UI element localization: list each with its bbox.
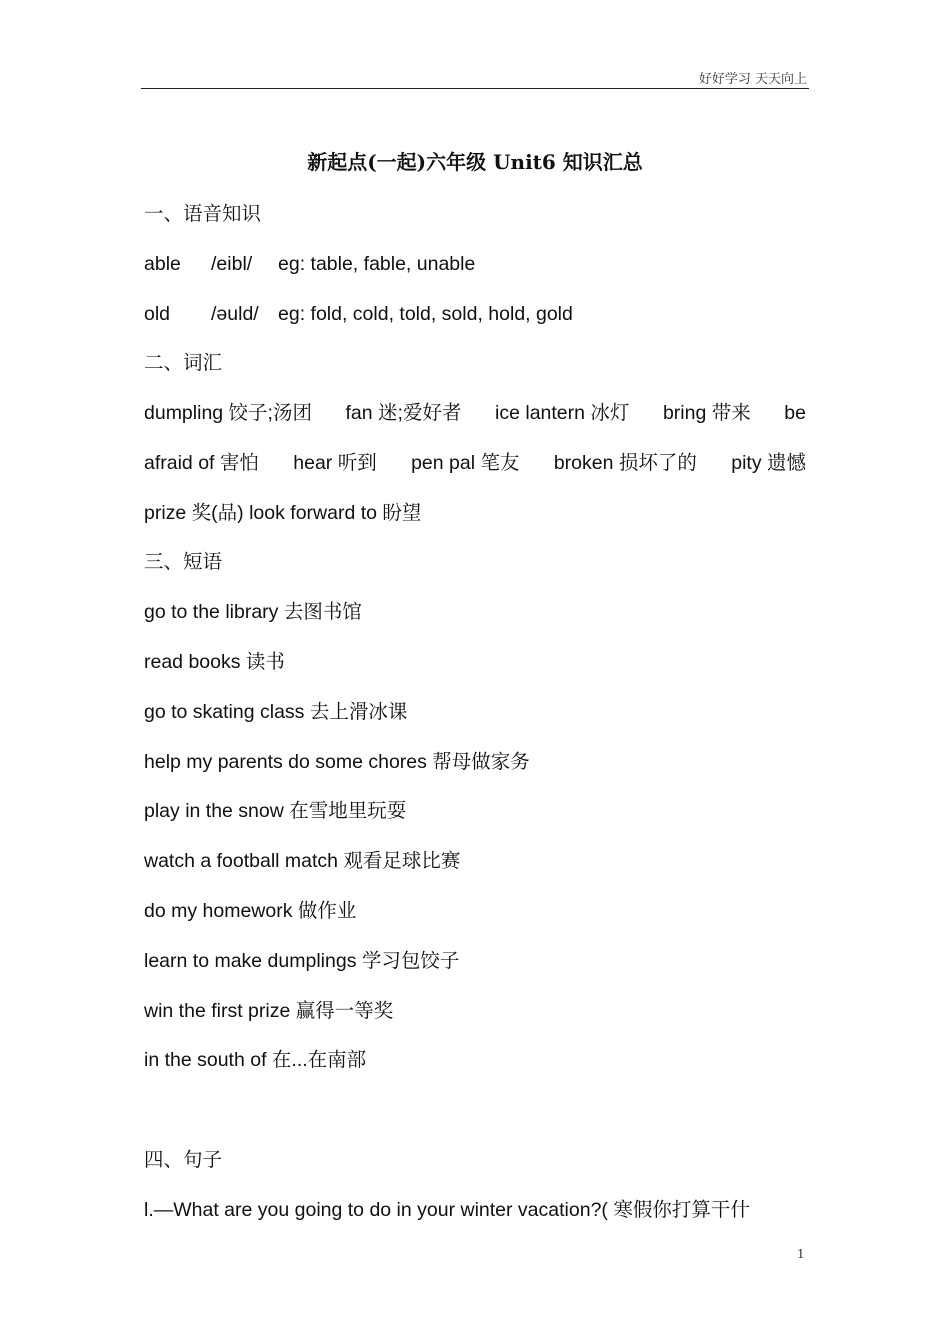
phonics-examples: eg: table, fable, unable [278, 253, 476, 275]
section-heading-sentences: 四、句子 [144, 1148, 223, 1171]
vocabulary-line [144, 450, 806, 476]
phonics-phonetic: /eibl/ [211, 253, 253, 275]
vocabulary-item: bring 带来 [662, 402, 751, 424]
section-heading-phrases: 三、短语 [144, 550, 223, 573]
vocabulary-item: fan 迷;爱好者 [345, 402, 462, 424]
phonics-row [144, 301, 573, 327]
phrase-item: go to skating class 去上滑冰课 [144, 701, 408, 723]
phrase-item: in the south of 在...在南部 [144, 1049, 367, 1071]
phrase-item: read books 读书 [144, 651, 285, 673]
vocabulary-item: pen pal 笔友 [411, 452, 520, 474]
phonics-phonetic: /əuld/ [211, 303, 259, 325]
phonics-examples: eg: fold, cold, told, sold, hold, gold [278, 303, 573, 325]
phonics-row [144, 251, 475, 277]
phrase-item: help my parents do some chores 帮母做家务 [144, 751, 530, 773]
vocabulary-line [144, 500, 421, 526]
phonics-word: able [144, 253, 181, 275]
header-rule [141, 88, 809, 89]
vocabulary-item: prize 奖(品) look forward to 盼望 [144, 502, 422, 524]
section-heading-phonics: 一、语音知识 [144, 202, 262, 225]
vocabulary-item: dumpling 饺子;汤团 [144, 402, 312, 424]
phrase-item: go to the library 去图书馆 [144, 601, 362, 623]
phrase-item: play in the snow 在雪地里玩耍 [144, 800, 407, 822]
phrase-item: win the first prize 赢得一等奖 [144, 1000, 394, 1022]
vocabulary-item: ice lantern 冰灯 [495, 402, 630, 424]
phrase-item: learn to make dumplings 学习包饺子 [144, 950, 460, 972]
vocabulary-item: pity 遗憾 [731, 452, 806, 474]
document-title: 新起点(一起)六年级 Unit6 知识汇总 [307, 150, 643, 174]
sentence-item: l.—What are you going to do in your winter vacation?( 寒假你打算干什 [144, 1199, 750, 1221]
vocabulary-item: be [784, 402, 806, 424]
phrase-item: do my homework 做作业 [144, 900, 357, 922]
phonics-word: old [144, 303, 171, 325]
section-heading-vocabulary: 二、词汇 [144, 351, 223, 374]
phrase-item: watch a football match 观看足球比赛 [144, 850, 461, 872]
vocabulary-line [144, 400, 806, 426]
vocabulary-item: hear 听到 [293, 452, 377, 474]
page-number: 1 [797, 1247, 805, 1261]
vocabulary-item: broken 损坏了的 [553, 452, 697, 474]
vocabulary-item: afraid of 害怕 [144, 452, 259, 474]
header-text: 好好学习 天天向上 [698, 72, 807, 87]
